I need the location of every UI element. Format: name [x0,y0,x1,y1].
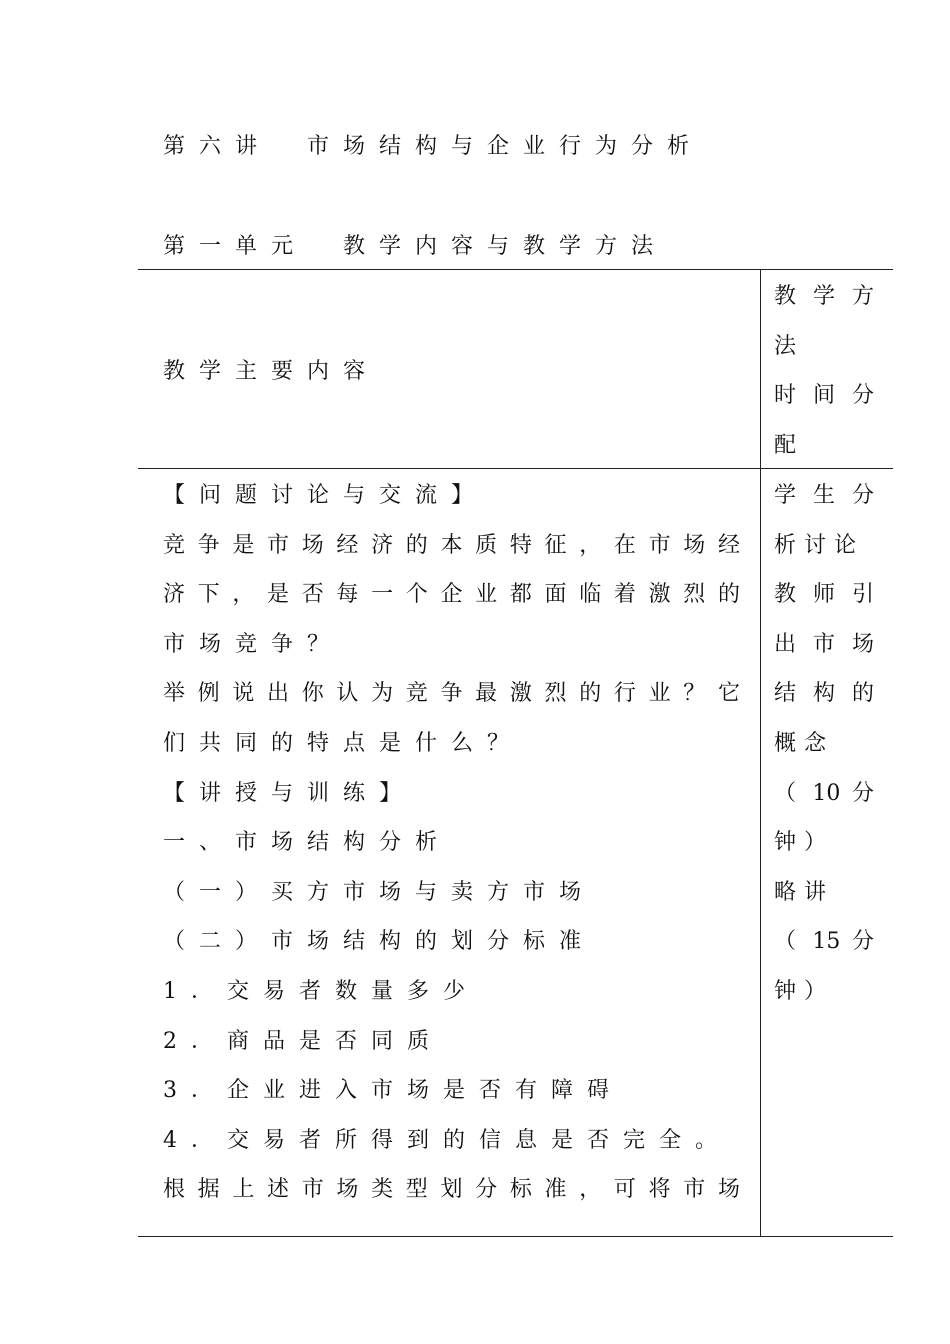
method-line: 出 市 场 [774,632,874,657]
content-line: 【问题讨论与交流】 [163,483,488,508]
table-bottom-border [138,1236,893,1237]
header-right-line: 时 间 分 [774,383,874,408]
table-column-divider [760,269,761,1237]
method-line: 概念 [774,731,835,756]
content-line: 一、市场结构分析 [163,830,452,855]
content-line: 济下，是否每一个企业都面临着激烈的 [163,582,740,607]
header-right-line: 配 [774,433,797,458]
content-line: 【讲授与训练】 [163,781,416,806]
table-header-divider [138,468,893,469]
content-line: 们共同的特点是什么？ [163,731,524,756]
method-line: 学 生 分 [774,483,874,508]
method-line: 略讲 [774,880,835,905]
content-line: 2．商品是否同质 [163,1029,443,1054]
content-line: 3．企业进入市场是否有障碍 [163,1078,623,1103]
lecture-title: 第六讲 市场结构与企业行为分析 [163,134,704,159]
content-line: 竞争是市场经济的本质特征，在市场经 [163,533,740,558]
header-right-line: 教 学 方 [774,284,874,309]
method-line: 析讨论 [774,533,865,558]
method-line: （ 15 分 [774,929,874,954]
method-line: 结 构 的 [774,681,874,706]
method-line: 钟） [774,830,835,855]
header-right-line: 法 [774,334,797,359]
content-line: 1．交易者数量多少 [163,979,479,1004]
content-line: 举例说出你认为竞争最激烈的行业？它 [163,681,740,706]
content-line: 市场竞争？ [163,632,344,657]
content-line: （一）买方市场与卖方市场 [163,880,596,905]
method-line: （ 10 分 [774,781,874,806]
method-line: 教 师 引 [774,582,874,607]
unit-title: 第一单元 教学内容与教学方法 [163,234,668,259]
method-line: 钟） [774,979,835,1004]
content-line: 4．交易者所得到的信息是否完全。 [163,1128,731,1153]
content-line: 根据上述市场类型划分标准，可将市场 [163,1177,740,1202]
header-main-content: 教学主要内容 [163,359,380,384]
content-line: （二）市场结构的划分标准 [163,929,596,954]
table-top-border [138,269,893,270]
